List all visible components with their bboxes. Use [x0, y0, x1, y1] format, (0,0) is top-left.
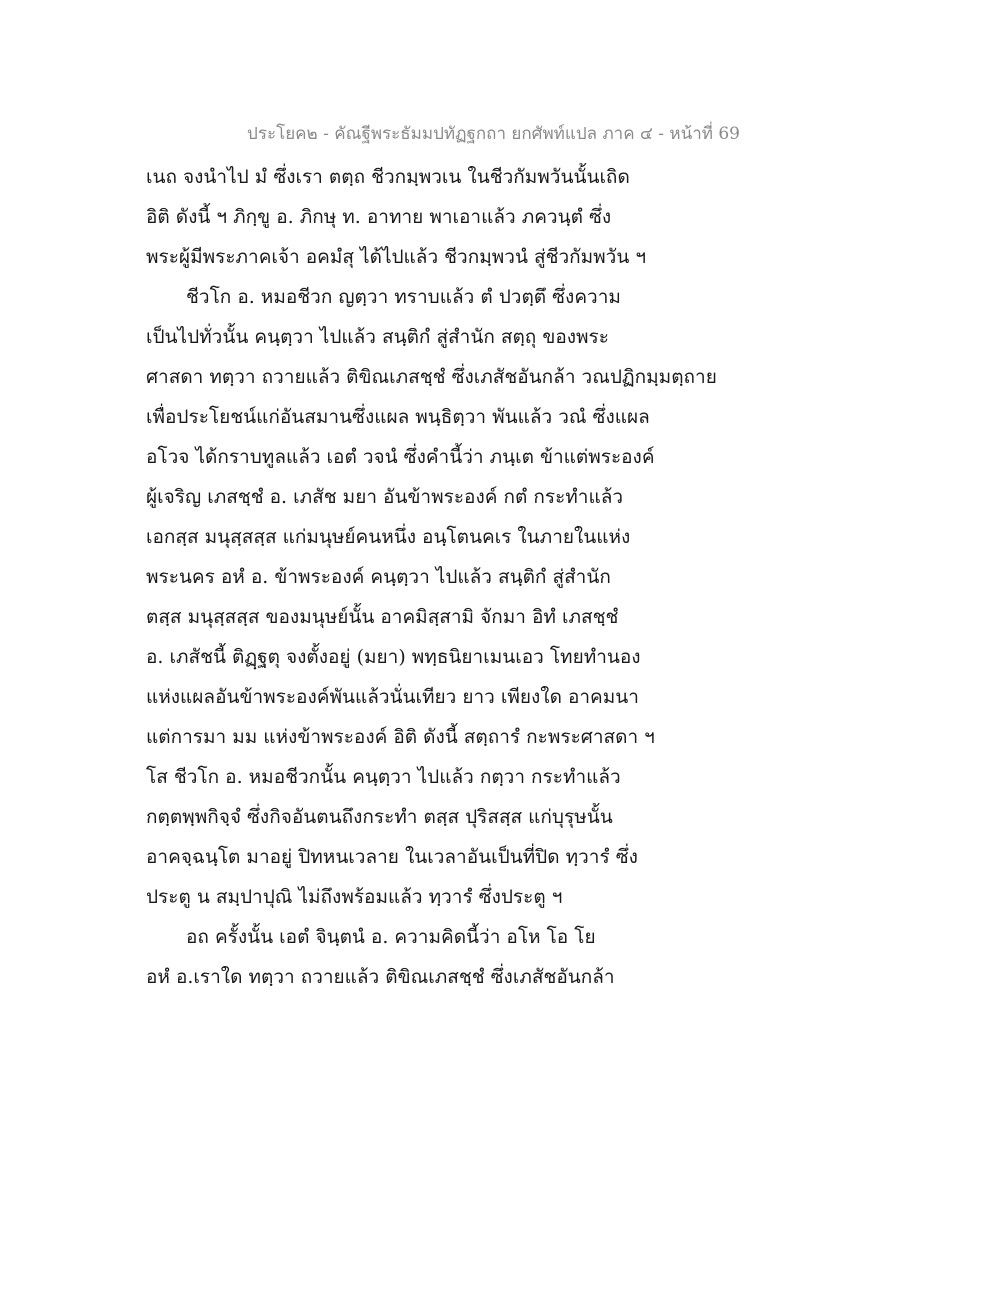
body-text: [146, 157, 726, 997]
running-header: ประโยค๒ - คัณฐีพระธัมมปทัฏฐกถา ยกศัพท์แปล ภาค ๔ - หน้าที่ 69: [247, 124, 740, 144]
text-line-3: พระผู้มีพระภาคเจ้า อคมํสุ ได้ไปแล้ว ชีวกมฺพวนํ สู่ชีวกัมพวัน ฯ: [146, 246, 647, 268]
text-line-14: แห่งแผลอันข้าพระองค์พันแล้วนั่นเทียว ยาว เพียงใด อาคมนา: [146, 686, 639, 708]
text-line-6: ศาสดา ทตฺวา ถวายแล้ว ติขิณเภสชฺชํ ซึ่งเภสัชอันกล้า วณปฏิกมฺมตฺถาย: [146, 366, 717, 388]
text-line-10: เอกสฺส มนุสฺสสฺส แก่มนุษย์คนหนึ่ง อนฺโตนคเร ในภายในแห่ง: [146, 526, 631, 548]
text-line-19: ประตู น สมฺปาปุณิ ไม่ถึงพร้อมแล้ว ทฺวารํ ซึ่งประตู ฯ: [146, 886, 563, 908]
text-line-18: อาคจฺฉนฺโต มาอยู่ ปิทหนเวลาย ในเวลาอันเป็นที่ปิด ทฺวารํ ซึ่ง: [146, 846, 638, 868]
paragraph-start-line-4: ชีวโก อ. หมอชีวก ญตฺวา ทราบแล้ว ตํ ปวตฺตึ ซึ่งความ: [186, 286, 621, 308]
text-line-2: อิติ ดังนี้ ฯ ภิกฺขู อ. ภิกษุ ท. อาทาย พาเอาแล้ว ภควนฺตํ ซึ่ง: [146, 206, 612, 228]
text-line-5: เป็นไปทั่วนั้น คนฺตฺวา ไปแล้ว สนฺติกํ สู่สำนัก สตฺถุ ของพระ: [146, 326, 609, 348]
text-line-17: กตฺตพฺพกิจฺจํ ซึ่งกิจอันตนถึงกระทำ ตสฺส ปุริสสฺส แก่บุรุษนั้น: [146, 806, 613, 828]
text-line-11: พระนคร อหํ อ. ข้าพระองค์ คนฺตฺวา ไปแล้ว สนฺติกํ สู่สำนัก: [146, 566, 611, 588]
text-line-8: อโวจ ได้กราบทูลแล้ว เอตํ วจนํ ซึ่งคำนี้ว่า ภนฺเต ข้าแต่พระองค์: [146, 446, 655, 468]
text-line-12: ตสฺส มนุสฺสสฺส ของมนุษย์นั้น อาคมิสฺสามิ จักมา อิทํ เภสชฺชํ: [146, 606, 619, 628]
text-line-1: เนถ จงนำไป มํ ซึ่งเรา ตตฺถ ชีวกมฺพวเน ในชีวกัมพวันนั้นเถิด: [146, 166, 630, 188]
text-line-16: โส ชีวโก อ. หมอชีวกนั้น คนฺตฺวา ไปแล้ว กตฺวา กระทำแล้ว: [146, 766, 621, 788]
text-line-13: อ. เภสัชนี้ ติฏฺฐตุ จงตั้งอยู่ (มยา) พทฺธนิยาเมนเอว โทยทำนอง: [146, 646, 641, 668]
paragraph-start-line-20: อถ ครั้งนั้น เอตํ จินฺตนํ อ. ความคิดนี้ว่า อโห โอ โย: [186, 926, 596, 948]
text-line-15: แต่การมา มม แห่งข้าพระองค์ อิติ ดังนี้ สตฺถารํ กะพระศาสดา ฯ: [146, 726, 655, 748]
text-line-9: ผู้เจริญ เภสชฺชํ อ. เภสัช มยา อันข้าพระองค์ กตํ กระทำแล้ว: [146, 486, 624, 508]
text-line-7: เพื่อประโยชน์แก่อันสมานซึ่งแผล พนฺธิตฺวา พันแล้ว วณํ ซึ่งแผล: [146, 406, 650, 428]
text-line-21: อหํ อ.เราใด ทตฺวา ถวายแล้ว ติขิณเภสชฺชํ ซึ่งเภสัชอันกล้า: [146, 966, 615, 988]
